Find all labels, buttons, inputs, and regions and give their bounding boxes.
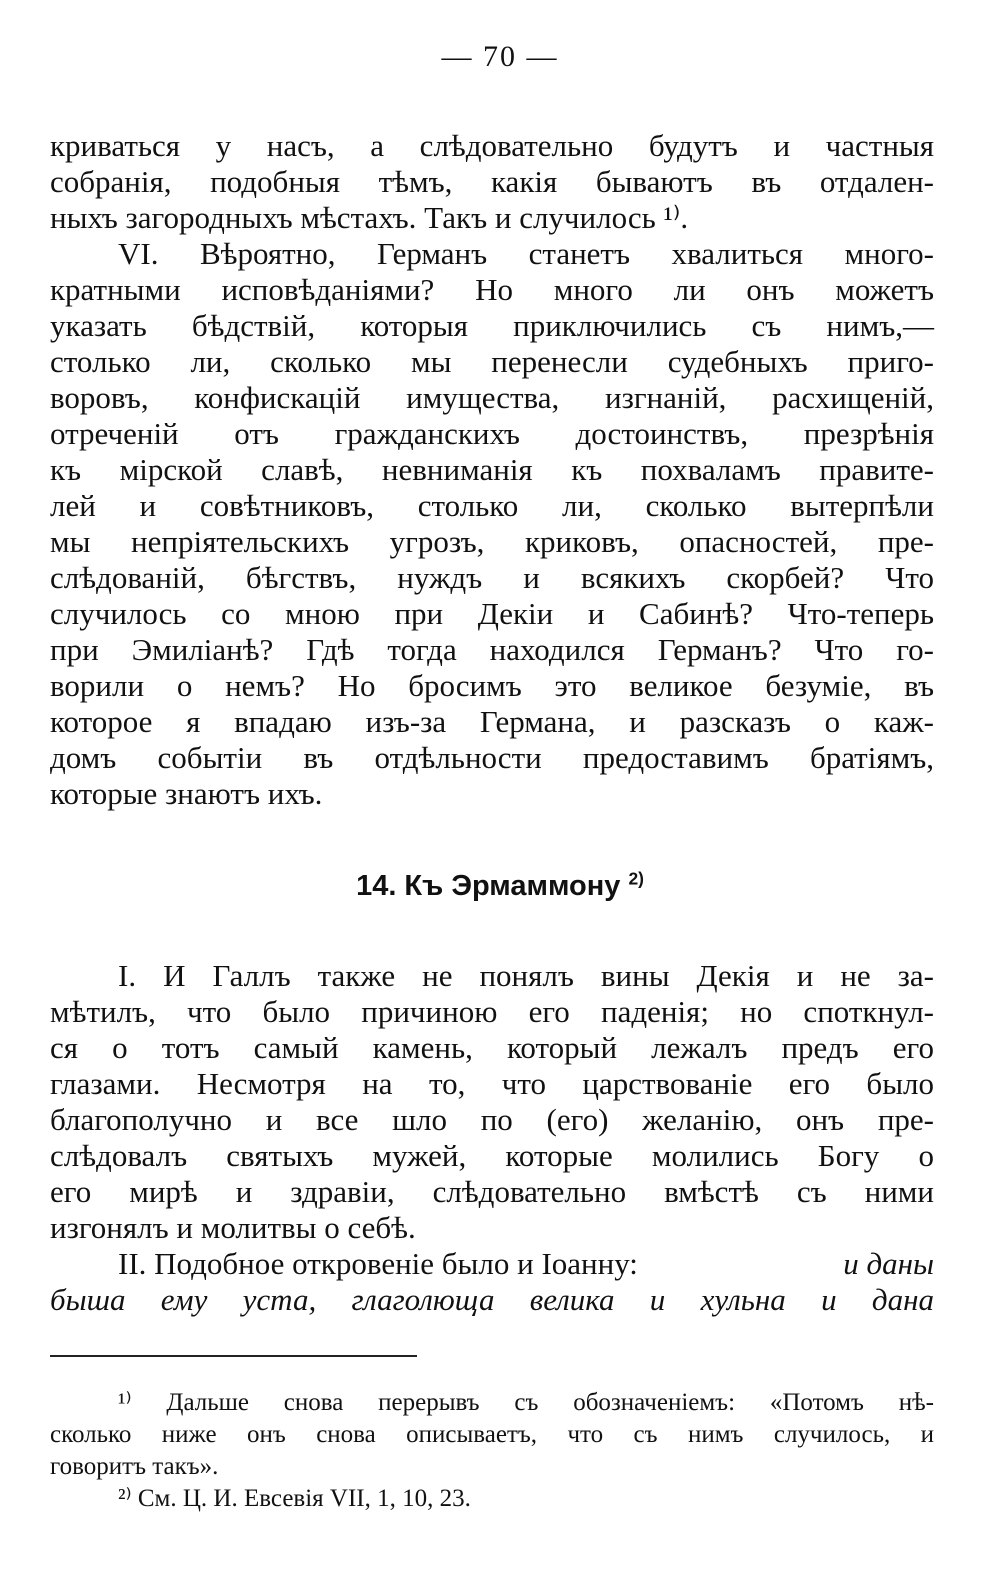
text-line: мѣтилъ, что было причиною его паденія; но споткнул- [50, 994, 934, 1029]
footnote-line: ¹⁾ Дальше снова перерывъ съ обозначеніемъ: «Потомъ нѣ- [118, 1389, 934, 1416]
page-number: — 70 — [441, 40, 559, 73]
text-line: мы непріятельскихъ угрозъ, криковъ, опасностей, пре- [50, 524, 934, 559]
heading-text: 14. Къ Эрмаммону [356, 870, 621, 902]
text-line: воровъ, конфискацій имущества, изгнаній, расхищеній, [50, 380, 934, 415]
text-line: къ мірской славѣ, невниманія къ похваламъ правите- [50, 452, 934, 487]
text-line: при Эмиліанѣ? Гдѣ тогда находился Германъ? Что го- [50, 632, 934, 667]
text-line: слѣдовалъ святыхъ мужей, которые молились Богу о [50, 1138, 934, 1173]
text-line: ся о тотъ самый камень, который лежалъ предъ его [50, 1030, 934, 1065]
text-line: кратными исповѣданіями? Но много ли онъ можетъ [50, 272, 934, 307]
footnote-divider [50, 1355, 417, 1357]
text-italic: и даны [843, 1246, 934, 1281]
heading-footnote-ref: 2) [628, 868, 644, 889]
section-heading [0, 870, 1000, 903]
text-line: благополучно и все шло по (его) желанію, онъ пре- [50, 1102, 934, 1137]
text-plain: II. Подобное откровеніе было и Іоанну: [118, 1246, 638, 1281]
text-line: отреченій отъ гражданскихъ достоинствъ, презрѣнія [50, 416, 934, 451]
text-line: I. И Галлъ также не понялъ вины Декія и не за- [118, 958, 934, 993]
text-line: случилось со мною при Декіи и Сабинѣ? Что-теперь [50, 596, 934, 631]
text-line: ныхъ загородныхъ мѣстахъ. Такъ и случилось ¹⁾. [50, 200, 689, 235]
text-line: слѣдованій, бѣгствъ, нуждъ и всякихъ скорбей? Что [50, 560, 934, 595]
text-line: криваться у насъ, а слѣдовательно будутъ и частныя [50, 128, 934, 163]
text-line: VI. Вѣроятно, Германъ станетъ хвалиться много- [118, 236, 934, 271]
footnote-line: говоритъ такъ». [50, 1453, 219, 1480]
text-line: указать бѣдствій, которыя приключились съ нимъ,— [50, 308, 934, 343]
text-line [118, 1246, 934, 1282]
footnote-line: ²⁾ См. Ц. И. Евсевія VII, 1, 10, 23. [118, 1485, 471, 1512]
text-line: которые знаютъ ихъ. [50, 776, 323, 811]
text-line: изгонялъ и молитвы о себѣ. [50, 1210, 416, 1245]
text-line: которое я впадаю изъ-за Германа, и разсказъ о каж- [50, 704, 934, 739]
text-line: столько ли, сколько мы перенесли судебныхъ приго- [50, 344, 934, 379]
text-line: ворили о немъ? Но бросимъ это великое безуміе, въ [50, 668, 934, 703]
text-line: собранія, подобныя тѣмъ, какія бываютъ въ отдален- [50, 164, 934, 199]
text-line: его мирѣ и здравіи, слѣдовательно вмѣстѣ съ ними [50, 1174, 934, 1209]
text-line-italic: быша ему уста, глаголюща велика и хульна и дана [50, 1282, 934, 1317]
text-line: глазами. Несмотря на то, что царствованіе его было [50, 1066, 934, 1101]
text-line: домъ событіи въ отдѣльности предоставимъ братіямъ, [50, 740, 934, 775]
footnote-line: сколько ниже онъ снова описываетъ, что съ нимъ случилось, и [50, 1421, 934, 1448]
text-line: лей и совѣтниковъ, столько ли, сколько вытерпѣли [50, 488, 934, 523]
